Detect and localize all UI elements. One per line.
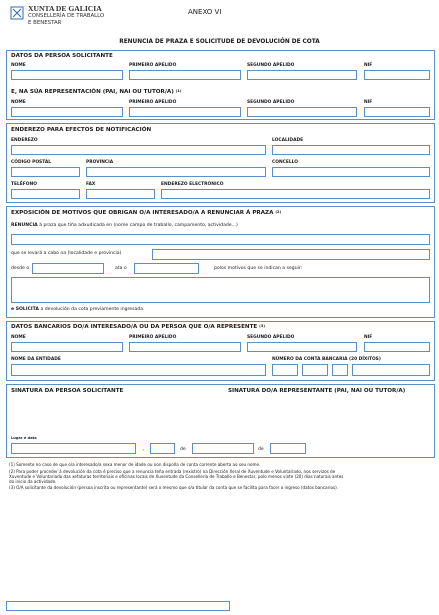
renuncia-keyword: RENUNCIA	[11, 223, 38, 228]
bank-apelido2-label: SEGUNDO APELIDO	[247, 335, 295, 340]
signature-representante-label: SINATURA DO/A REPRESENTANTE (PAI, NAI OU TUTOR/A)	[228, 388, 406, 394]
motives-heading-text: EXPOSICIÓN DE MOTIVOS QUE OBRIGAN O/A INTERESADO/A A RENUNCIAR Á PRAZA	[11, 210, 274, 216]
representative-nif-field[interactable]	[364, 107, 430, 117]
representative-nome-label: NOME	[11, 100, 26, 105]
solicita-keyword: e SOLICITA	[11, 307, 39, 312]
representative-heading-text: E, NA SÚA REPRESENTACIÓN (PAI, NAI OU TUTOR/A)	[11, 89, 174, 95]
bank-nif-label: NIF	[364, 335, 373, 340]
lugar-comma: ,	[143, 447, 145, 452]
ata-text: ata o	[115, 266, 127, 271]
applicant-heading: DATOS DA PERSOA SOLICITANTE	[11, 53, 113, 59]
lugar-field[interactable]	[152, 249, 430, 260]
department-line-2: E BENESTAR	[28, 19, 62, 26]
lugar-field[interactable]	[11, 443, 136, 454]
representative-apelido1-field[interactable]	[129, 107, 241, 117]
de-text-1: de	[180, 447, 186, 452]
representative-apelido2-label: SEGUNDO APELIDO	[247, 100, 295, 105]
provincia-field[interactable]	[86, 167, 266, 177]
motivos-text: polos motivos que se indican a seguir:	[214, 266, 303, 271]
concello-field[interactable]	[272, 167, 430, 177]
footnote-mark-2: (2)	[275, 210, 282, 214]
enderezo-field[interactable]	[11, 145, 266, 155]
conta-dc-field[interactable]	[332, 364, 348, 376]
bank-apelido2-field[interactable]	[247, 342, 357, 352]
annex-label: ANEXO VI	[188, 8, 222, 16]
bank-nome-label: NOME	[11, 335, 26, 340]
footnote-mark-3: (3)	[259, 324, 265, 328]
fax-field[interactable]	[86, 189, 155, 199]
conta-numero-field[interactable]	[352, 364, 430, 376]
year-field[interactable]	[270, 443, 306, 454]
footnote-3: (3) O/A solicitante da devolución (persoa inscrita ou representante) será o mesmo que o/a titular da conta que se facilita para facer o ingreso (datos bancarios).	[9, 485, 338, 490]
applicant-nome-label: NOME	[11, 63, 26, 68]
email-label: ENDEREZO ELECTRÓNICO	[161, 182, 224, 187]
fax-label: FAX	[86, 182, 96, 187]
bank-apelido1-label: PRIMEIRO APELIDO	[129, 335, 177, 340]
cp-field[interactable]	[11, 167, 80, 177]
renuncia-text	[11, 224, 238, 229]
footnote-mark-1: (1)	[175, 89, 182, 93]
month-field[interactable]	[192, 443, 254, 454]
applicant-apelido1-field[interactable]	[129, 70, 241, 80]
footnote-2-line-2: Xuventude e Voluntariado das xefaturas territoriais e oficinas locais de Xuventude da Consellería de Traballo e Benestar, polo menos vinte (20) días naturais antes	[9, 474, 344, 479]
representative-apelido2-field[interactable]	[247, 107, 357, 117]
localidade-label: LOCALIDADE	[272, 138, 304, 143]
bank-heading-text: DATOS BANCARIOS DO/A INTERESADO/A OU DA PERSOA QUE O/A REPRESENTE	[11, 324, 258, 330]
footnote-2-line-1: (2) Para poder proceder á devolución da cota é preciso que a renuncia teña entrada (rexistro) na Dirección Xeral de Xuventude e Voluntariado, nos servizos de	[9, 469, 336, 474]
applicant-apelido2-field[interactable]	[247, 70, 357, 80]
bank-nome-field[interactable]	[11, 342, 123, 352]
desde-text: desde o	[11, 266, 30, 271]
localidade-field[interactable]	[272, 145, 430, 155]
applicant-nif-label: NIF	[364, 63, 373, 68]
provincia-label: PROVINCIA	[86, 160, 114, 165]
de-text-2: de	[258, 447, 264, 452]
entidade-label: NOME DA ENTIDADE	[11, 357, 61, 362]
bank-apelido1-field[interactable]	[129, 342, 241, 352]
footnote-1: (1) Somente no caso de que o/a interesado/a sexa menor de idade ou non dispoña de conta corrente aberta ao seu nome.	[9, 462, 261, 467]
cp-label: CÓDIGO POSTAL	[11, 160, 52, 165]
enderezo-label: ENDEREZO	[11, 138, 38, 143]
applicant-apelido1-label: PRIMEIRO APELIDO	[129, 63, 177, 68]
bank-nif-field[interactable]	[364, 342, 430, 352]
representative-apelido1-label: PRIMEIRO APELIDO	[129, 100, 177, 105]
renuncia-rest: á praza que tiña adxudicada en (nome campo de traballo, campamento, actividade...)	[39, 223, 238, 228]
bottom-registry-box[interactable]	[6, 601, 230, 611]
telefono-label: TELÉFONO	[11, 182, 37, 187]
concello-label: CONCELLO	[272, 160, 299, 165]
solicita-text	[11, 308, 145, 313]
bank-heading	[11, 325, 265, 331]
conta-label: NÚMERO DA CONTA BANCARIA (20 DÍXITOS)	[272, 357, 381, 362]
representative-nome-field[interactable]	[11, 107, 123, 117]
signature-solicitante-label: SINATURA DA PERSOA SOLICITANTE	[11, 388, 124, 394]
address-heading: ENDEREZO PARA EFECTOS DE NOTIFICACIÓN	[11, 127, 152, 133]
applicant-apelido2-label: SEGUNDO APELIDO	[247, 63, 295, 68]
day-field[interactable]	[150, 443, 175, 454]
representative-heading	[11, 90, 182, 96]
footnote-2-line-3: do inicio da actividade.	[9, 479, 57, 484]
motives-textarea[interactable]	[11, 277, 430, 303]
conta-sucursal-field[interactable]	[302, 364, 328, 376]
activity-name-field[interactable]	[11, 234, 430, 245]
department-line-1: CONSELLERÍA DE TRABALLO	[28, 13, 105, 19]
telefono-field[interactable]	[11, 189, 80, 199]
lugar-text: que se levará a cabo na (localidade e provincia)	[11, 251, 122, 256]
ata-date-field[interactable]	[134, 263, 199, 274]
entidade-field[interactable]	[11, 364, 266, 376]
conta-entidade-field[interactable]	[272, 364, 298, 376]
form-title: RENUNCIA DE PRAZA E SOLICITUDE DE DEVOLUCIÓN DE COTA	[119, 39, 320, 45]
motives-heading	[11, 211, 281, 217]
email-field[interactable]	[161, 189, 430, 199]
org-name: XUNTA DE GALICIA	[28, 4, 102, 13]
applicant-nome-field[interactable]	[11, 70, 123, 80]
xunta-emblem-icon	[10, 5, 24, 21]
applicant-nif-field[interactable]	[364, 70, 430, 80]
lugar-data-label: Lugar e data	[11, 436, 37, 440]
desde-date-field[interactable]	[32, 263, 104, 274]
representative-nif-label: NIF	[364, 100, 373, 105]
solicita-rest: a devolución da cota previamente ingresada.	[40, 307, 145, 312]
